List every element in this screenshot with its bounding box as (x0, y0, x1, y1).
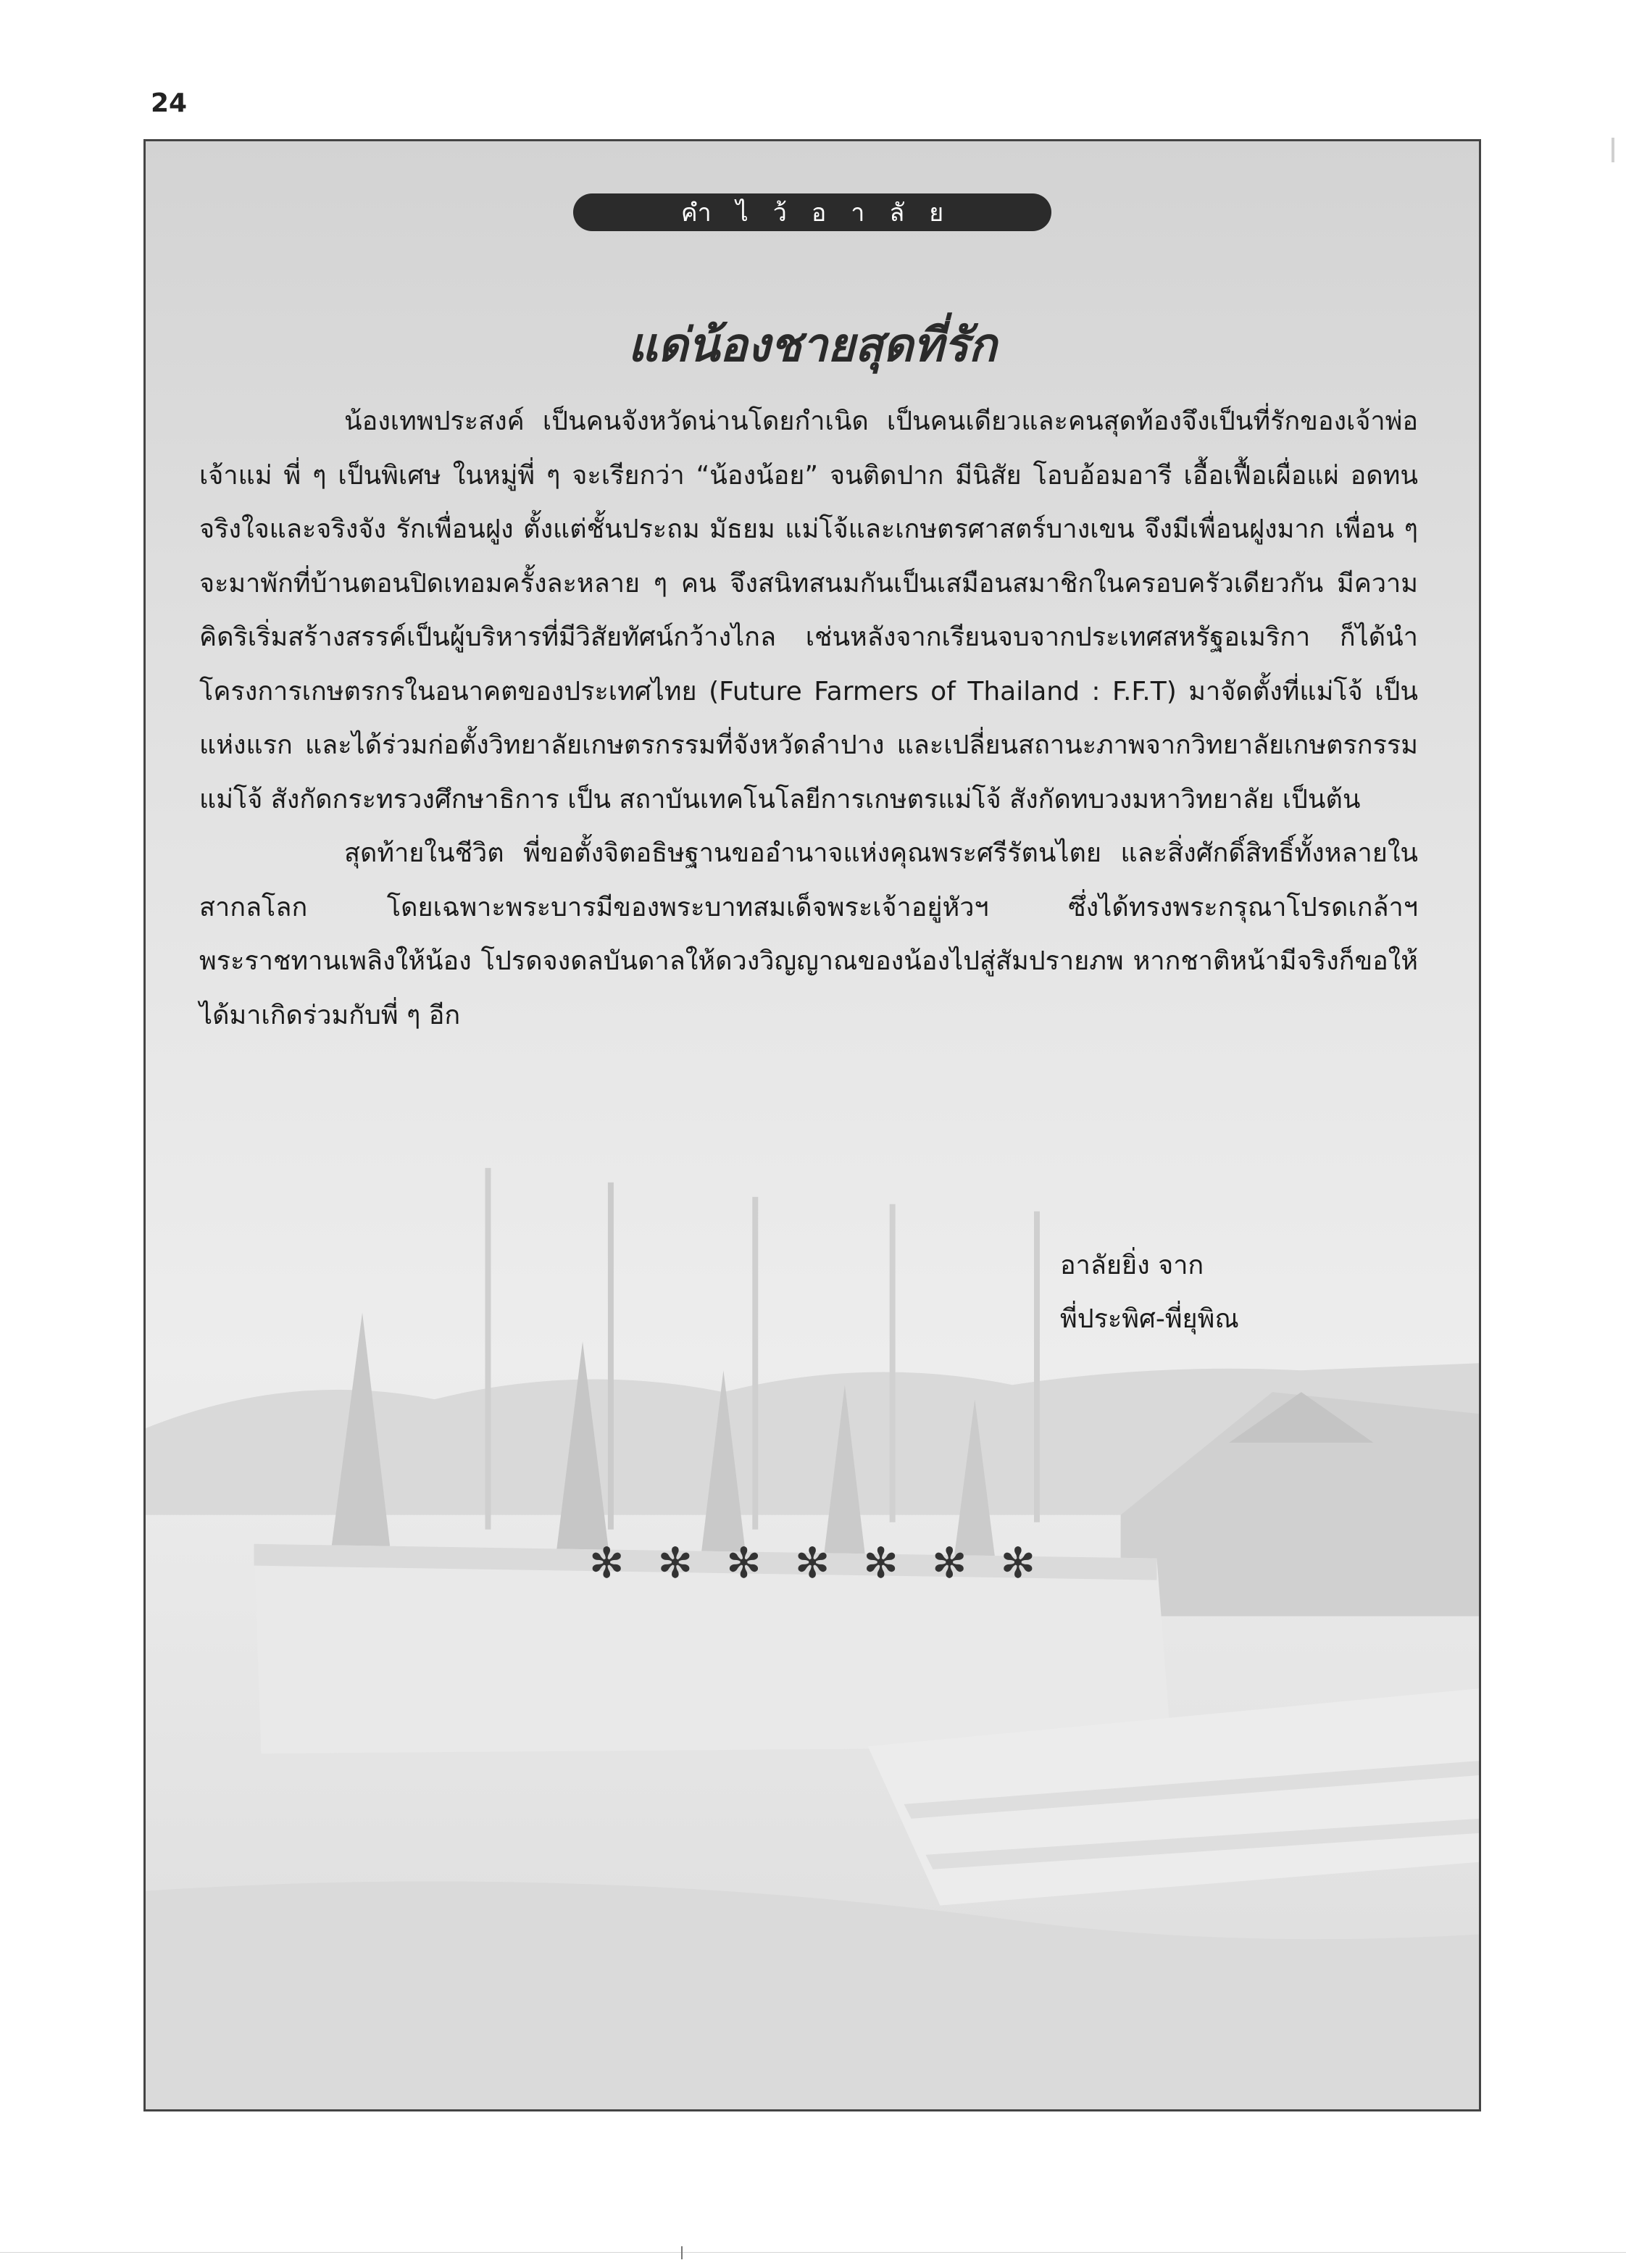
signature-line-1: อาลัยยิ่ง จาก (1060, 1251, 1204, 1280)
signature-block (1060, 1239, 1239, 1346)
memorial-frame (143, 139, 1481, 2111)
bottom-scan-line (0, 2252, 1626, 2253)
bottom-tick-mark (681, 2246, 683, 2259)
scan-edge-mark (1612, 138, 1614, 162)
paragraph-1: น้องเทพประสงค์ เป็นคนจังหวัดน่านโดยกำเนิด เป็นคนเดียวและคนสุดท้องจึงเป็นที่รักของเจ้าพ่อ เจ้าแม่ พี่ ๆ เป็นพิเศษ ในหมู่พี่ ๆ จะเรียกว่า “น้องน้อย” จนติดปาก มีนิสัย โอบอ้อมอารี เอื้อเฟื้อเผื่อแผ่ อดทน จริงใจและจริงจัง รักเพื่อนฝูง ตั้งแต่ชั้นประถม มัธยม แม่โจ้และเกษตรศาสตร์บางเขน จึงมีเพื่อนฝูงมาก เพื่อน ๆ จะมาพักที่บ้านตอนปิดเทอมครั้งละหลาย ๆ คน จึงสนิทสนมกันเป็นเสมือนสมาชิกในครอบครัวเดียวกัน มีความคิดริเริ่มสร้างสรรค์เป็นผู้บริหารที่มีวิสัยทัศน์กว้างไกล เช่นหลังจากเรียนจบจากประเทศสหรัฐอเมริกา ก็ได้นำโครงการเกษตรกรในอนาคตของประเทศไทย (Future Farmers of Thailand : F.F.T) มาจัดตั้งที่แม่โจ้ เป็นแห่งแรก และได้ร่วมก่อตั้งวิทยาลัยเกษตรกรรมที่จังหวัดลำปาง และเปลี่ยนสถานะภาพจากวิทยาลัยเกษตรกรรมแม่โจ้ สังกัดกระทรวงศึกษาธิการ เป็น สถาบันเทคโนโลยีการเกษตรแม่โจ้ สังกัดทบวงมหาวิทยาลัย เป็นต้น (199, 407, 1418, 814)
section-banner: คำไว้อาลัย (573, 193, 1051, 231)
memorial-headline: แด่น้องชายสุดที่รัก (628, 318, 997, 372)
memorial-body (199, 395, 1418, 1043)
star-ornament: ✻✻✻✻✻✻✻ (588, 1538, 1070, 1588)
paragraph-2: สุดท้ายในชีวิต พี่ขอตั้งจิตอธิษฐานขออำนาจแห่งคุณพระศรีรัตนไตย และสิ่งศักดิ์สิทธิ์ทั้งหลายในสากลโลก โดยเฉพาะพระบารมีของพระบาทสมเด็จพระเจ้าอยู่หัวฯ ซึ่งได้ทรงพระกรุณาโปรดเกล้าฯ พระราชทานเพลิงให้น้อง โปรดจงดลบันดาลให้ดวงวิญญาณของน้องไปสู่สัมปรายภพ หากชาติหน้ามีจริงก็ขอให้ได้มาเกิดร่วมกับพี่ ๆ อีก (199, 838, 1418, 1030)
page-number: 24 (151, 88, 188, 118)
signature-line-2: พี่ประพิศ-พี่ยุพิณ (1060, 1304, 1239, 1334)
